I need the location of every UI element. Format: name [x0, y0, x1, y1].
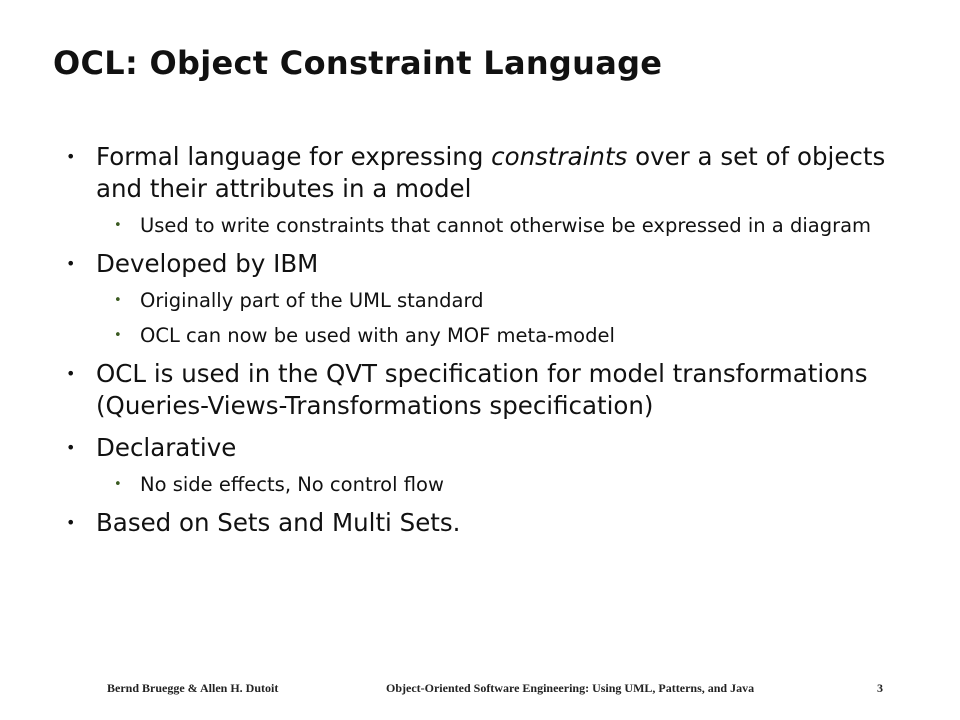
sub-bullet-item — [66, 288, 906, 313]
bullet-icon: • — [66, 364, 76, 383]
footer-book-title: Object-Oriented Software Engineering: Using UML, Patterns, and Java — [386, 681, 755, 695]
sub-bullet-text: Used to write constraints that cannot otherwise be expressed in a diagram — [140, 214, 872, 237]
sub-bullet-icon: • — [114, 293, 122, 308]
bullet-icon: • — [66, 254, 76, 273]
bullet-text: Formal language for expressing — [96, 142, 492, 171]
bullet-text: Based on Sets and Multi Sets. — [96, 508, 461, 537]
sub-bullet-item — [66, 213, 906, 238]
bullet-list — [66, 141, 906, 549]
bullet-text: Developed by IBM — [96, 249, 319, 278]
sub-bullet-item — [66, 472, 906, 497]
sub-bullet-icon: • — [114, 328, 122, 343]
sub-bullet-list — [66, 472, 906, 497]
sub-bullet-item — [66, 323, 906, 348]
sub-bullet-text: No side effects, No control flow — [140, 473, 444, 496]
bullet-item — [66, 507, 906, 539]
bullet-item — [66, 432, 906, 464]
bullet-text: Declarative — [96, 433, 237, 462]
bullet-text: over a set of objects and their attributes in a model — [96, 142, 886, 203]
bullet-item — [66, 358, 906, 422]
bullet-emphasis: constraints — [491, 142, 628, 171]
sub-bullet-icon: • — [114, 477, 122, 492]
sub-bullet-list — [66, 288, 906, 348]
bullet-icon: • — [66, 147, 76, 166]
slide-title: OCL: Object Constraint Language — [53, 44, 663, 82]
bullet-icon: • — [66, 513, 76, 532]
bullet-item — [66, 248, 906, 280]
bullet-text: OCL is used in the QVT specification for model transformations (Queries-Views-Transformations specification) — [96, 359, 868, 420]
sub-bullet-text: Originally part of the UML standard — [140, 289, 484, 312]
bullet-icon: • — [66, 438, 76, 457]
slide-footer — [0, 681, 960, 697]
bullet-item — [66, 141, 906, 205]
sub-bullet-list — [66, 213, 906, 238]
sub-bullet-text: OCL can now be used with any MOF meta-model — [140, 324, 615, 347]
sub-bullet-icon: • — [114, 218, 122, 233]
footer-authors: Bernd Bruegge & Allen H. Dutoit — [107, 681, 279, 695]
footer-page-number: 3 — [877, 681, 883, 695]
